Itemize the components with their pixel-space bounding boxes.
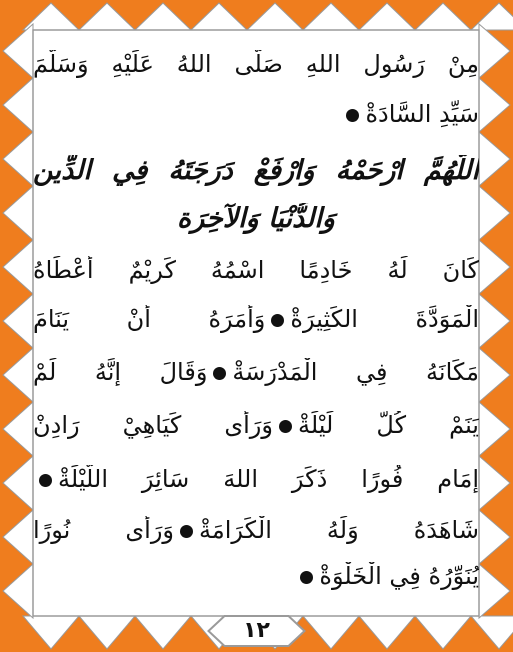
text-segment: وَقَالَ إِنَّهُ لَمْ bbox=[33, 358, 208, 386]
bullet-dot bbox=[213, 367, 226, 380]
text-segment: وَرَأَى نُورًا bbox=[33, 516, 175, 544]
bullet-dot bbox=[39, 474, 52, 487]
text-line bbox=[33, 305, 479, 333]
bullet-dot bbox=[346, 109, 359, 122]
text-line bbox=[33, 465, 479, 493]
bullet-dot bbox=[271, 314, 284, 327]
text-segment: سَيِّدِ السَّادَةْ bbox=[365, 100, 479, 128]
text-segment: يَنَمْ كُلَّ لَيْلَةْ bbox=[297, 411, 479, 439]
prayer-heading: اللَّهُمَّ ارْحَمْهُ وَارْفَعْ دَرَجَتَهُ فِي الدِّينِ bbox=[33, 155, 479, 186]
text-segment: وَرَأَى كَيَاهِيْ رَادِنْ bbox=[33, 411, 273, 439]
text-line bbox=[33, 516, 479, 544]
text-segment: مَكَانَهُ فِي الْمَدْرَسَةْ bbox=[232, 358, 479, 386]
bullet-dot bbox=[300, 571, 313, 584]
page-content bbox=[33, 30, 479, 616]
text-segment: إِمَامٍ فُورًا ذَكَرَ اللهَ سَائِرَ اللَّيْلَةْ bbox=[58, 465, 479, 493]
bullet-dot bbox=[279, 420, 292, 433]
text-line bbox=[33, 100, 479, 128]
bullet-dot bbox=[180, 525, 193, 538]
page-number: ١٢ bbox=[243, 618, 270, 643]
text-segment: يُنَوِّرُهُ فِي الْخَلْوَةْ bbox=[319, 562, 479, 590]
text-line bbox=[33, 411, 479, 439]
text-line bbox=[33, 562, 479, 590]
text-line: مِنْ رَسُولِ اللهِ صَلَّى اللهُ عَلَيْهِ وَسَلَّمَ bbox=[33, 50, 479, 78]
text-line bbox=[33, 358, 479, 386]
text-segment: شَاهَدَهُ وَلَهُ الْكَرَامَةْ bbox=[199, 516, 479, 544]
text-line: كَانَ لَهُ خَادِمًا اسْمُهُ كَرِيْمٌ أَعْطَاهُ bbox=[33, 256, 479, 284]
text-segment: الْمَوَدَّةَ الكَثِيرَةْ bbox=[290, 305, 479, 333]
text-segment: وَأَمَرَهُ أَنْ يَنَامَ bbox=[33, 305, 266, 333]
prayer-heading: وَالدُّنْيَا وَالآخِرَة bbox=[177, 203, 335, 234]
